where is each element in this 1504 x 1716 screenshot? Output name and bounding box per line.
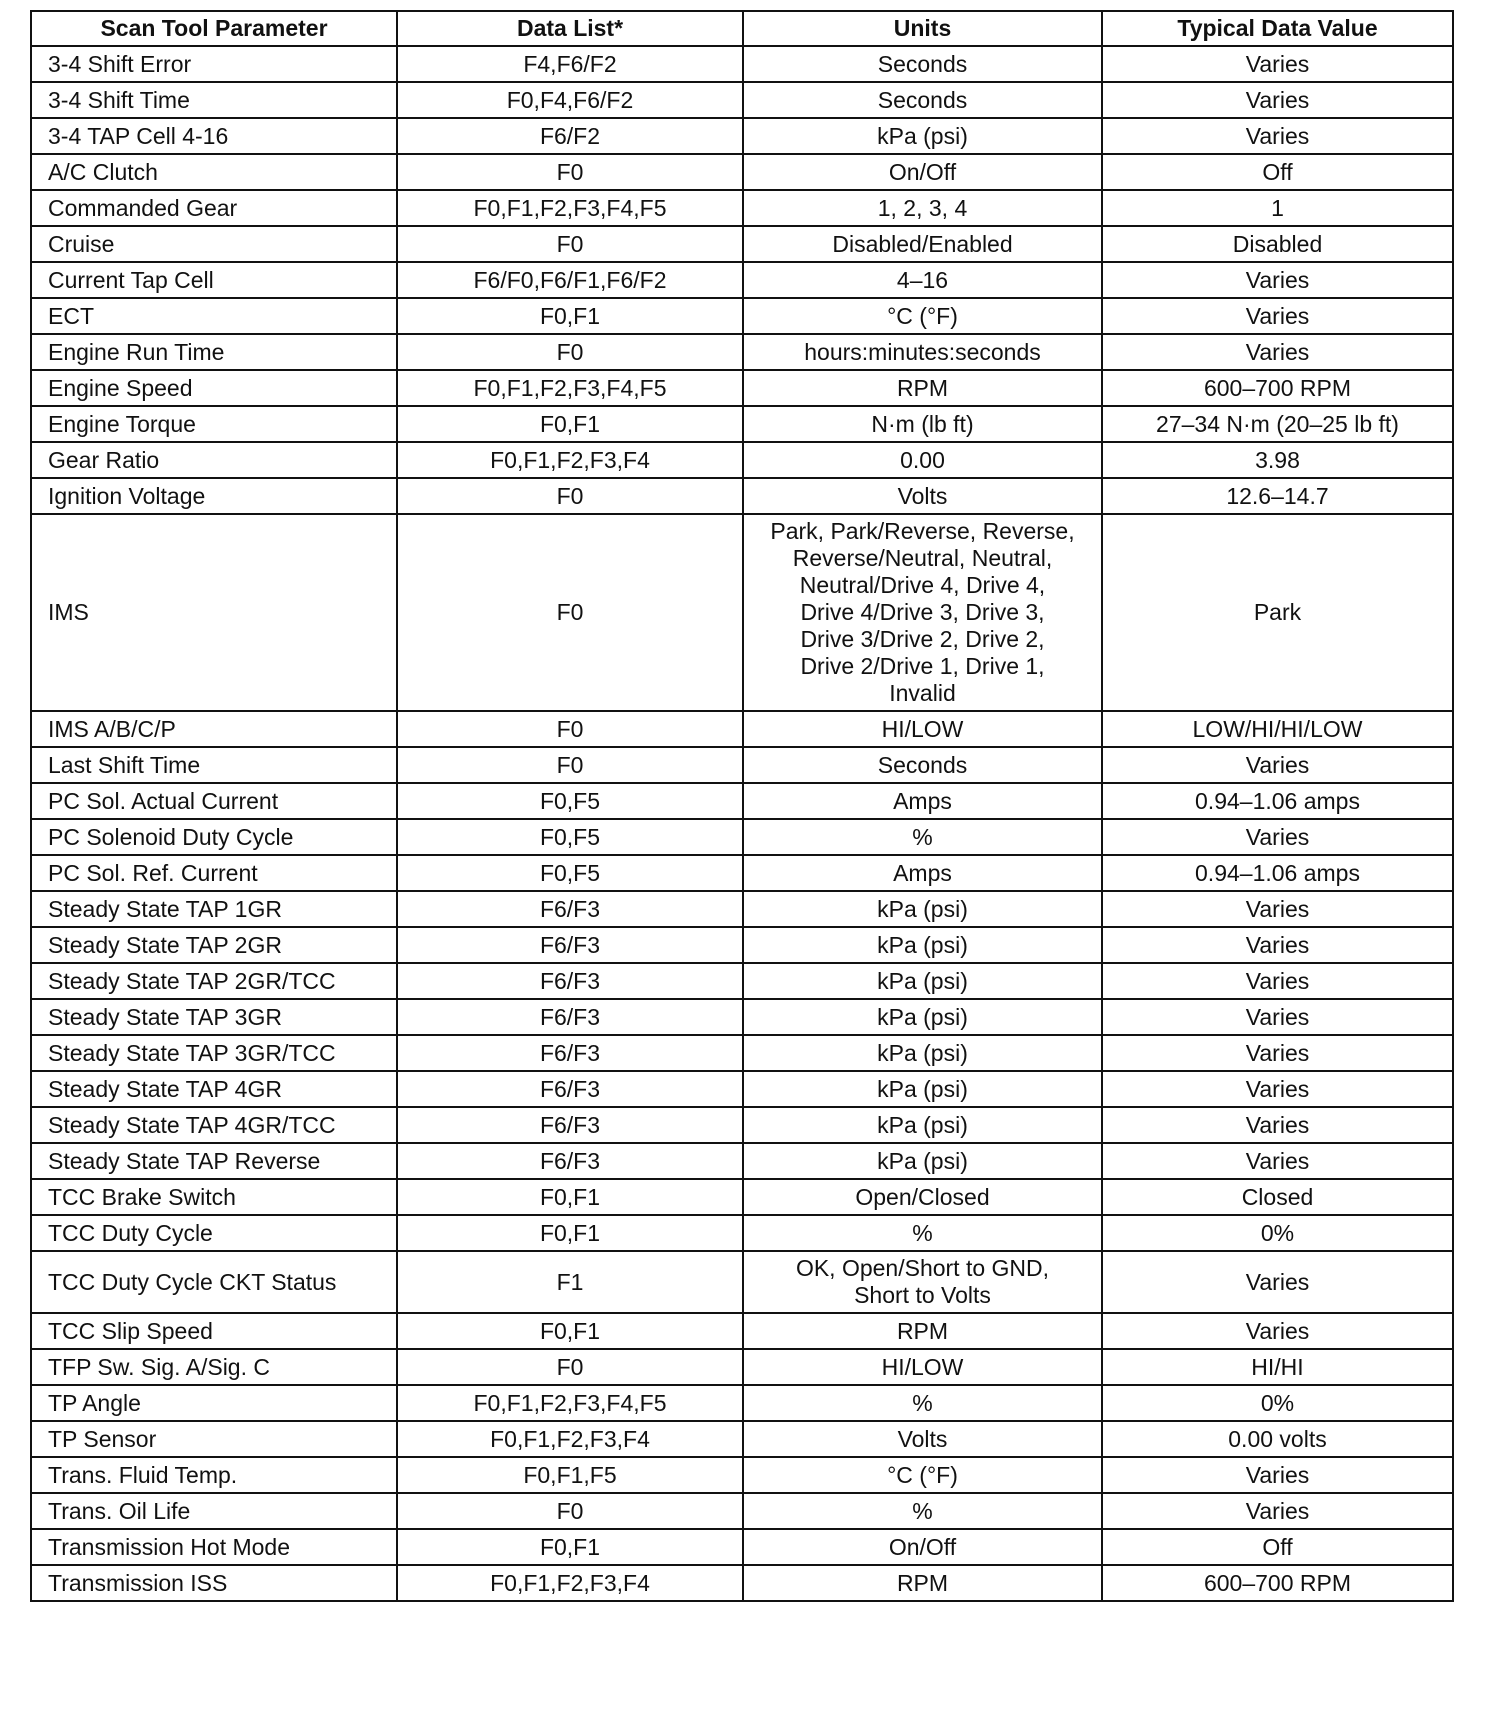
table-row	[31, 1143, 1453, 1179]
data-list-cell: F0	[397, 334, 743, 370]
units-cell: Volts	[743, 1421, 1102, 1457]
parameter-cell: Steady State TAP 4GR/TCC	[31, 1107, 397, 1143]
typical-value-cell: 3.98	[1102, 442, 1453, 478]
parameter-cell: Engine Speed	[31, 370, 397, 406]
typical-value-cell: 600–700 RPM	[1102, 370, 1453, 406]
table-row	[31, 1179, 1453, 1215]
parameter-cell: Transmission Hot Mode	[31, 1529, 397, 1565]
header-units: Units	[743, 11, 1102, 46]
typical-value-cell: Closed	[1102, 1179, 1453, 1215]
typical-value-cell: Varies	[1102, 1143, 1453, 1179]
parameter-cell: Steady State TAP Reverse	[31, 1143, 397, 1179]
data-list-cell: F6/F3	[397, 999, 743, 1035]
typical-value-cell: 0%	[1102, 1385, 1453, 1421]
table-row	[31, 1107, 1453, 1143]
typical-value-cell: Varies	[1102, 819, 1453, 855]
parameter-cell: TFP Sw. Sig. A/Sig. C	[31, 1349, 397, 1385]
typical-value-cell: Varies	[1102, 118, 1453, 154]
typical-value-cell: Varies	[1102, 1313, 1453, 1349]
typical-value-cell: 0%	[1102, 1215, 1453, 1251]
units-cell: Amps	[743, 855, 1102, 891]
parameter-cell: PC Sol. Actual Current	[31, 783, 397, 819]
table-row	[31, 82, 1453, 118]
typical-value-cell: 12.6–14.7	[1102, 478, 1453, 514]
typical-value-cell: Park	[1102, 514, 1453, 711]
typical-value-cell: Varies	[1102, 999, 1453, 1035]
parameter-cell: Transmission ISS	[31, 1565, 397, 1601]
data-list-cell: F0	[397, 1493, 743, 1529]
data-list-cell: F0,F4,F6/F2	[397, 82, 743, 118]
data-list-cell: F0,F1,F2,F3,F4	[397, 1421, 743, 1457]
parameter-cell: Last Shift Time	[31, 747, 397, 783]
data-list-cell: F0,F1,F5	[397, 1457, 743, 1493]
data-list-cell: F0	[397, 154, 743, 190]
units-cell: %	[743, 1385, 1102, 1421]
typical-value-cell: HI/HI	[1102, 1349, 1453, 1385]
units-cell: Open/Closed	[743, 1179, 1102, 1215]
data-list-cell: F4,F6/F2	[397, 46, 743, 82]
typical-value-cell: Varies	[1102, 891, 1453, 927]
header-data-list: Data List*	[397, 11, 743, 46]
parameter-cell: PC Solenoid Duty Cycle	[31, 819, 397, 855]
units-cell: HI/LOW	[743, 711, 1102, 747]
table-row	[31, 1035, 1453, 1071]
typical-value-cell: Varies	[1102, 334, 1453, 370]
units-cell: °C (°F)	[743, 298, 1102, 334]
data-list-cell: F0,F1,F2,F3,F4	[397, 1565, 743, 1601]
data-list-cell: F6/F2	[397, 118, 743, 154]
units-cell: RPM	[743, 1313, 1102, 1349]
data-list-cell: F0,F1	[397, 406, 743, 442]
table-row	[31, 711, 1453, 747]
parameter-cell: Steady State TAP 1GR	[31, 891, 397, 927]
data-list-cell: F0,F5	[397, 783, 743, 819]
units-cell: kPa (psi)	[743, 118, 1102, 154]
units-cell: °C (°F)	[743, 1457, 1102, 1493]
parameter-cell: TP Sensor	[31, 1421, 397, 1457]
parameter-cell: 3-4 Shift Error	[31, 46, 397, 82]
table-row	[31, 819, 1453, 855]
parameter-cell: Trans. Fluid Temp.	[31, 1457, 397, 1493]
typical-value-cell: Varies	[1102, 1107, 1453, 1143]
parameter-cell: 3-4 Shift Time	[31, 82, 397, 118]
data-list-cell: F0	[397, 747, 743, 783]
parameter-cell: 3-4 TAP Cell 4-16	[31, 118, 397, 154]
table-row	[31, 1071, 1453, 1107]
table-row	[31, 406, 1453, 442]
units-cell: kPa (psi)	[743, 1107, 1102, 1143]
data-list-cell: F0,F1	[397, 1179, 743, 1215]
data-list-cell: F0,F1,F2,F3,F4,F5	[397, 190, 743, 226]
typical-value-cell: Off	[1102, 1529, 1453, 1565]
parameter-cell: TCC Brake Switch	[31, 1179, 397, 1215]
typical-value-cell: Varies	[1102, 1457, 1453, 1493]
parameter-cell: A/C Clutch	[31, 154, 397, 190]
table-row	[31, 1457, 1453, 1493]
units-cell: 4–16	[743, 262, 1102, 298]
table-row	[31, 1313, 1453, 1349]
units-cell: RPM	[743, 1565, 1102, 1601]
units-cell: Seconds	[743, 82, 1102, 118]
units-cell: OK, Open/Short to GND, Short to Volts	[743, 1251, 1102, 1313]
parameter-cell: Steady State TAP 3GR	[31, 999, 397, 1035]
units-cell: kPa (psi)	[743, 927, 1102, 963]
parameter-cell: ECT	[31, 298, 397, 334]
parameter-cell: Steady State TAP 2GR	[31, 927, 397, 963]
table-row	[31, 154, 1453, 190]
units-cell: N·m (lb ft)	[743, 406, 1102, 442]
data-list-cell: F0,F5	[397, 855, 743, 891]
parameter-cell: TCC Duty Cycle	[31, 1215, 397, 1251]
typical-value-cell: Disabled	[1102, 226, 1453, 262]
data-list-cell: F0,F1	[397, 298, 743, 334]
table-row	[31, 747, 1453, 783]
typical-value-cell: Varies	[1102, 927, 1453, 963]
units-cell: 1, 2, 3, 4	[743, 190, 1102, 226]
units-cell: %	[743, 1215, 1102, 1251]
typical-value-cell: Varies	[1102, 963, 1453, 999]
parameter-cell: Ignition Voltage	[31, 478, 397, 514]
parameter-cell: Cruise	[31, 226, 397, 262]
units-cell: %	[743, 819, 1102, 855]
data-list-cell: F0,F1	[397, 1529, 743, 1565]
data-list-cell: F6/F3	[397, 1143, 743, 1179]
typical-value-cell: Varies	[1102, 1251, 1453, 1313]
typical-value-cell: Varies	[1102, 298, 1453, 334]
units-cell: Seconds	[743, 46, 1102, 82]
table-row	[31, 514, 1453, 711]
header-row	[31, 11, 1453, 46]
typical-value-cell: 0.00 volts	[1102, 1421, 1453, 1457]
data-list-cell: F6/F3	[397, 1107, 743, 1143]
table-row	[31, 370, 1453, 406]
typical-value-cell: Varies	[1102, 747, 1453, 783]
table-row	[31, 963, 1453, 999]
units-cell: Seconds	[743, 747, 1102, 783]
data-list-cell: F6/F3	[397, 963, 743, 999]
table-row	[31, 1493, 1453, 1529]
typical-value-cell: Varies	[1102, 46, 1453, 82]
parameter-cell: TP Angle	[31, 1385, 397, 1421]
units-cell: On/Off	[743, 154, 1102, 190]
table-row	[31, 1565, 1453, 1601]
typical-value-cell: LOW/HI/HI/LOW	[1102, 711, 1453, 747]
table-row	[31, 1349, 1453, 1385]
data-list-cell: F6/F3	[397, 927, 743, 963]
units-cell: kPa (psi)	[743, 891, 1102, 927]
typical-value-cell: Varies	[1102, 82, 1453, 118]
units-cell: Volts	[743, 478, 1102, 514]
typical-value-cell: 0.94–1.06 amps	[1102, 783, 1453, 819]
table-row	[31, 190, 1453, 226]
table-row	[31, 442, 1453, 478]
units-cell: On/Off	[743, 1529, 1102, 1565]
table-row	[31, 999, 1453, 1035]
typical-value-cell: Varies	[1102, 1493, 1453, 1529]
parameter-cell: PC Sol. Ref. Current	[31, 855, 397, 891]
data-list-cell: F6/F3	[397, 1035, 743, 1071]
parameter-cell: Trans. Oil Life	[31, 1493, 397, 1529]
parameter-cell: Steady State TAP 3GR/TCC	[31, 1035, 397, 1071]
table-row	[31, 298, 1453, 334]
table-row	[31, 855, 1453, 891]
data-list-cell: F0	[397, 478, 743, 514]
header-typical-data-value: Typical Data Value	[1102, 11, 1453, 46]
typical-value-cell: Varies	[1102, 262, 1453, 298]
table-row	[31, 334, 1453, 370]
data-list-cell: F0,F1,F2,F3,F4,F5	[397, 1385, 743, 1421]
data-list-cell: F0	[397, 1349, 743, 1385]
units-cell: 0.00	[743, 442, 1102, 478]
parameter-cell: IMS A/B/C/P	[31, 711, 397, 747]
typical-value-cell: 600–700 RPM	[1102, 1565, 1453, 1601]
data-list-cell: F0,F5	[397, 819, 743, 855]
parameter-cell: Engine Run Time	[31, 334, 397, 370]
table-row	[31, 262, 1453, 298]
units-cell: RPM	[743, 370, 1102, 406]
parameter-cell: Steady State TAP 2GR/TCC	[31, 963, 397, 999]
units-cell: kPa (psi)	[743, 963, 1102, 999]
data-list-cell: F6/F3	[397, 891, 743, 927]
table-row	[31, 783, 1453, 819]
units-cell: kPa (psi)	[743, 999, 1102, 1035]
header-scan-tool-parameter: Scan Tool Parameter	[31, 11, 397, 46]
parameter-cell: TCC Duty Cycle CKT Status	[31, 1251, 397, 1313]
scan-tool-data-table	[30, 10, 1454, 1602]
table-row	[31, 118, 1453, 154]
parameter-cell: TCC Slip Speed	[31, 1313, 397, 1349]
table-row	[31, 478, 1453, 514]
units-cell: kPa (psi)	[743, 1143, 1102, 1179]
parameter-cell: Current Tap Cell	[31, 262, 397, 298]
units-cell: Disabled/Enabled	[743, 226, 1102, 262]
table-row	[31, 226, 1453, 262]
table-row	[31, 927, 1453, 963]
units-cell: hours:minutes:seconds	[743, 334, 1102, 370]
units-cell: Park, Park/Reverse, Reverse, Reverse/Neutral, Neutral, Neutral/Drive 4, Drive 4, Drive 4/Drive 3, Drive 3, Drive 3/Drive 2, Drive 2, Drive 2/Drive 1, Drive 1, Invalid	[743, 514, 1102, 711]
parameter-cell: Commanded Gear	[31, 190, 397, 226]
units-cell: HI/LOW	[743, 1349, 1102, 1385]
data-list-cell: F0,F1	[397, 1215, 743, 1251]
typical-value-cell: Varies	[1102, 1071, 1453, 1107]
table-row	[31, 46, 1453, 82]
table-row	[31, 1421, 1453, 1457]
typical-value-cell: 1	[1102, 190, 1453, 226]
data-list-cell: F0,F1,F2,F3,F4	[397, 442, 743, 478]
typical-value-cell: Varies	[1102, 1035, 1453, 1071]
data-list-cell: F0,F1,F2,F3,F4,F5	[397, 370, 743, 406]
units-cell: Amps	[743, 783, 1102, 819]
table-row	[31, 1215, 1453, 1251]
parameter-cell: IMS	[31, 514, 397, 711]
parameter-cell: Engine Torque	[31, 406, 397, 442]
units-cell: kPa (psi)	[743, 1035, 1102, 1071]
data-list-cell: F0	[397, 514, 743, 711]
parameter-cell: Gear Ratio	[31, 442, 397, 478]
data-list-cell: F0	[397, 226, 743, 262]
typical-value-cell: 0.94–1.06 amps	[1102, 855, 1453, 891]
data-list-cell: F0,F1	[397, 1313, 743, 1349]
units-cell: kPa (psi)	[743, 1071, 1102, 1107]
typical-value-cell: Off	[1102, 154, 1453, 190]
data-list-cell: F6/F3	[397, 1071, 743, 1107]
table-row	[31, 1529, 1453, 1565]
typical-value-cell: 27–34 N·m (20–25 lb ft)	[1102, 406, 1453, 442]
units-cell: %	[743, 1493, 1102, 1529]
table-row	[31, 1385, 1453, 1421]
data-list-cell: F0	[397, 711, 743, 747]
table-row	[31, 891, 1453, 927]
parameter-cell: Steady State TAP 4GR	[31, 1071, 397, 1107]
table-row	[31, 1251, 1453, 1313]
data-list-cell: F6/F0,F6/F1,F6/F2	[397, 262, 743, 298]
data-list-cell: F1	[397, 1251, 743, 1313]
